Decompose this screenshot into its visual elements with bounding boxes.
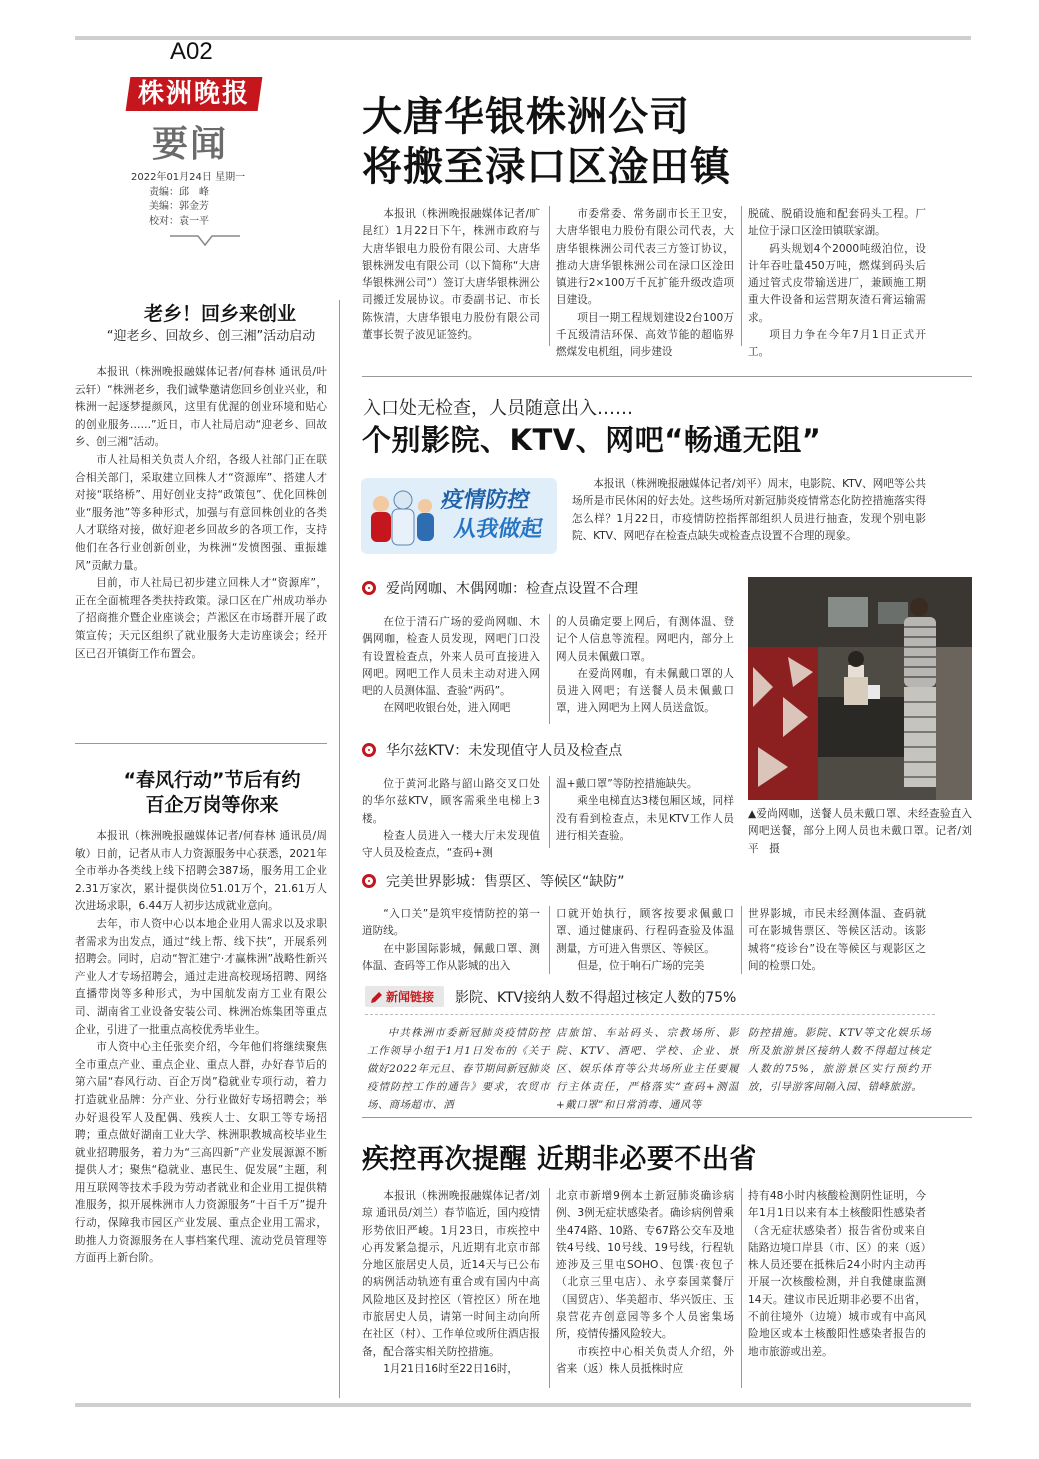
lead-col-3 <box>748 206 926 362</box>
sidebar-article-1 <box>75 301 327 663</box>
s3-para: 世界影城，市民未经测体温、查码就可在影城售票区、等候区活动。该影城将“疫诊台”设在等候区与观影区之间的检票口处。 <box>748 908 926 972</box>
s1-para: 在网吧收银台处，进入网吧 <box>383 702 511 715</box>
sidebar-para: 本报讯（株洲晚报融媒体记者/何春林 通讯员/周敏）日前，记者从市人力资源服务中心获悉，2021年全市举办各类线上线下招聘会387场，服务用工企业2.31万家次，累计提供岗位51.01万个，21.61万人次进场求职，6.44万人初步达成就业意向。 <box>75 830 327 913</box>
feature-s3-col1 <box>362 906 540 975</box>
banner-text <box>434 486 550 544</box>
sidebar-para: 目前，市人社局已初步建立回株人才“资源库”，正在全面梳理各类扶持政策。渌口区在广州成功举办了招商推介暨企业座谈会；芦淞区在市场群开展了政策宣传；天元区组织了就业服务大走访座谈会；经开区已召开镇街工作布置会。 <box>75 577 327 660</box>
section-rule <box>362 376 972 377</box>
photo-caption: ▲爱尚网咖，送餐人员未戴口罩、未经查验直入网吧送餐，部分上网人员也未戴口罩。记者/刘平 摄 <box>748 808 972 855</box>
paper-logo-text: 株洲晚报 <box>137 79 250 109</box>
sidebar-para: 市人社局相关负责人介绍，各级人社部门正在联合相关部门，采取建立回株人才“资源库”、搭建人才对接“联络桥”、用好创业支持“政策包”、优化回株创业“服务池”等多种形式，加强与有意回株创业的各类人才联络对接，做好迎老乡回故乡的各项工作，支持他们在各行业创新创业，为株洲“发愤图强、重振雄风”贡献力量。 <box>75 453 327 572</box>
sidebar-a1-body <box>75 364 327 663</box>
news-link-badge <box>365 986 444 1007</box>
sidebar-a2-title-line1: “春风行动”节后有约 <box>123 769 301 791</box>
s1-para: 在爱尚网咖，有未佩戴口罩的人员进入网吧；有送餐人员未佩戴口罩，进入网吧为上网人员送盒饭。 <box>556 667 734 715</box>
header-info <box>131 171 245 229</box>
news-link-para: 防控措施。影院、KTV等文化娱乐场所及旅游景区接纳人数不得超过核定人数的75%，旅游景区实行预约开放，引导游客间隔入园、错峰旅游。 <box>748 1027 931 1093</box>
feature-s3-col2 <box>556 906 734 975</box>
lead-para: 项目力争在今年7月1日正式开工。 <box>748 329 926 359</box>
feature-s1-col2 <box>556 614 734 718</box>
sub-2-heading: 华尔兹KTV：未发现值守人员及检查点 <box>386 743 623 759</box>
bottom-col-1 <box>362 1188 540 1378</box>
pen-icon <box>369 990 383 1004</box>
sub-3-heading: 完美世界影城：售票区、等候区“缺防” <box>386 874 625 890</box>
s2-para: 位于黄河北路与韶山路交叉口处的华尔兹KTV，顾客需乘坐电梯上3楼。 <box>362 778 540 825</box>
lead-col-2 <box>556 206 734 362</box>
feature-kicker: 入口处无检查，人员随意出入…… <box>363 398 633 419</box>
internet-cafe-photo <box>748 577 972 800</box>
s3-para: 但是，位于响石广场的完美 <box>577 959 705 972</box>
col-rule <box>741 1188 742 1388</box>
s1-para: 的人员确定要上网后，有测体温、登记个人信息等流程。网吧内，部分上网人员未佩戴口罩。 <box>556 616 734 663</box>
bullet-icon <box>362 874 376 888</box>
feature-intro <box>572 476 926 545</box>
bottom-para: 1月21日16时至22日16时， <box>383 1362 519 1375</box>
sidebar-para: 市人资中心主任张奕介绍，今年他们将继续聚焦全市重点产业、重点企业、重点人群，办好春节后的第六届“春风行动、百企万岗”稳就业专项行动，着力打造就业品牌：分产业、分行业做好专场招聘会；举办好退役军人及配偶、残疾人士、女职工等专场招聘；重点做好湖南工业大学、株洲职教城高校毕业生就业招聘服务，着力为“三高四新”产业发展源源不断提供人才；聚焦“稳就业、惠民生、促发展”主题，利用互联网等技术手段为劳动者就业和企业用工提供精准服务，拟开展株洲市人力资源服务“十百千万”提升行动，保障我市园区产业发展、重点企业用工需求，助推人力资源服务在人事档案代理、流动党员管理等方面再上新台阶。 <box>75 1041 327 1265</box>
news-link-col3 <box>748 1024 931 1096</box>
s1-para: 在位于清石广场的爱尚网咖、木偶网咖，检查人员发现，网吧门口没有设置检查点，外来人员可直接进入网吧。网吧工作人员未主动对进入网吧的人员测体温、查验“两码”。 <box>362 616 540 698</box>
s3-para: “入口关”是筑牢疫情防控的第一道防线。 <box>362 908 540 938</box>
sidebar-para: 去年，市人资中心以本地企业用人需求以及求职者需求为出发点，通过“线上帮、线下扶”，开展系列招聘会。同时，启动“智汇建宁·才赢株洲”战略性新兴产业人才专场招聘会，通过走进高校现场招聘、网络直播带岗等多种形式，为中国航发南方工业有限公司、湖南省工业设备安装公司、株洲冶炼集团等重点企业，引进了一批重点高校优秀毕业生。 <box>75 917 327 1036</box>
sidebar-a2-body <box>75 828 327 1268</box>
news-link-col1 <box>367 1024 550 1114</box>
bottom-para: 持有48小时内核酸检测阴性证明，今年1月1日以来有本土核酸阳性感染者（含无症状感染者）报告省份或来自陆路边境口岸县（市、区）的来（返）株人员还要在抵株后24小时内主动再开展一次核酸检测，并自我健康监测14天。建议市民近期非必要不出省，不前往境外（边境）城市或有中高风险地区或本土核酸阳性感染者报告的地市旅游或出差。 <box>748 1190 926 1358</box>
s3-para: 口就开始执行，顾客按要求佩戴口罩、通过健康码、行程码查验及体温测量，方可进入售票区、等候区。 <box>556 908 734 955</box>
feature-s2-col2 <box>556 776 734 845</box>
feature-sub-2 <box>362 740 622 760</box>
news-link-headline: 影院、KTV接纳人数不得超过核定人数的75% <box>455 990 737 1006</box>
news-link-badge-text: 新闻链接 <box>386 990 435 1004</box>
lead-para: 市委常委、常务副市长王卫安，大唐华银电力股份有限公司代表，大唐华银株洲公司代表三方签订协议，推动大唐华银株洲公司在渌口区淦田镇进行2×100万千瓦扩能升级改造项目建设。 <box>556 208 734 307</box>
bottom-col-3 <box>748 1188 926 1361</box>
lead-para: 脱硫、脱硝设施和配套码头工程。厂址位于渌口区淦田镇联家湖。 <box>748 208 926 238</box>
lead-title <box>362 92 731 192</box>
paper-logo <box>126 77 263 111</box>
col-rule <box>549 614 550 724</box>
people-icon <box>363 478 443 554</box>
feature-s3-col3 <box>748 906 926 975</box>
bottom-para: 市疾控中心相关负责人介绍，外省来（返）株人员抵株时应 <box>556 1345 734 1375</box>
lead-para: 码头规划4个2000吨级泊位，设计年吞吐量450万吨，燃煤到码头后通过管式皮带输送进厂，兼顾施工期重大件设备和运营期灰渣石膏运输需求。 <box>748 242 926 324</box>
sidebar-para: 本报讯（株洲晚报融媒体记者/何春林 通讯员/叶云轩）“株洲老乡，我们诚挚邀请您回乡创业兴业，和株洲一起逐梦提颜风，这里有优渥的创业环境和贴心的创业服务……”近日，市人社局启动“迎老乡、回故乡、创三湘”活动。 <box>75 366 327 449</box>
s2-para: 温+戴口罩”等防控措施缺失。 <box>556 778 698 790</box>
editor-line: 责编：邱 峰 <box>149 186 209 198</box>
feature-sub-3 <box>362 871 625 891</box>
photo-scene <box>748 577 972 800</box>
lead-title-line1: 大唐华银株洲公司 <box>362 94 690 140</box>
news-link-para: 店旅馆、车站码头、宗教场所、影院、KTV、酒吧、学校、企业、景区、娱乐体育等公共场所业主任要履行主体责任，严格落实“查码+测温+戴口罩”和日常消毒、通风等 <box>556 1027 739 1111</box>
lead-para: 本报讯（株洲晚报融媒体记者/旷昆红）1月22日下午，株洲市政府与大唐华银电力股份有限公司、大唐华银株洲发电有限公司（以下简称“大唐华银株洲公司”）签订大唐华银株洲公司搬迁发展协议。市委副书记、市长陈恢清，大唐华银电力股份有限公司董事长贺子波见证签约。 <box>362 208 540 342</box>
news-link-rule <box>365 1014 935 1015</box>
col-rule <box>549 1188 550 1388</box>
lead-para: 项目一期工程规划建设2台100万千瓦级清洁环保、高效节能的超临界燃煤发电机组，同步建设 <box>556 311 734 359</box>
sidebar-a1-subtitle: “迎老乡、回故乡、创三湘”活动启动 <box>106 329 316 344</box>
sidebar-a2-title <box>75 768 327 818</box>
feature-s1-col1 <box>362 614 540 718</box>
bottom-bar <box>75 1403 971 1407</box>
date-line: 2022年01月24日 星期一 <box>131 172 246 183</box>
sub-1-heading: 爱尚网咖、木偶网咖：检查点设置不合理 <box>386 581 638 597</box>
banner-line1: 疫情防控 <box>439 488 532 513</box>
bottom-para: 本报讯（株洲晚报融媒体记者/刘琼 通讯员/刘兰）春节临近，国内疫情形势依旧严峻。1月23日，市疾控中心再发紧急提示，凡近期有北京市部分地区旅居史人员，近14天与已公布的病例活动轨迹有重合或有国内中高风险地区及封控区（管控区）所在地市旅居史人员，请第一时间主动向所在社区（村）、工作单位或所住酒店报备，配合落实相关防控措施。 <box>362 1190 540 1358</box>
sidebar-section-rule <box>75 743 327 744</box>
feature-intro-para: 本报讯（株洲晚报融媒体记者/刘平）周末，电影院、KTV、网吧等公共场所是市民休闲的好去处。这些场所对新冠肺炎疫情常态化防控措施落实得怎么样？1月22日，市疫情防控指挥部组织人员进行抽查，发现个别电影院、KTV、网吧存在检查点缺失或检查点设置不合理的现象。 <box>572 478 926 542</box>
banner-line2: 从我做起 <box>452 517 545 542</box>
feature-sub-1 <box>362 578 638 598</box>
sidebar-a1-title: 老乡！回乡来创业 <box>143 303 296 325</box>
col-rule <box>549 906 550 974</box>
sidebar-a2-title-line2: 百企万岗等你来 <box>145 794 279 816</box>
bottom-title: 疾控再次提醒 近期非必要不出省 <box>362 1144 757 1175</box>
sidebar-rule <box>339 300 340 1398</box>
sidebar-article-2 <box>75 768 327 1268</box>
bullet-icon <box>362 581 376 595</box>
s2-para: 乘坐电梯直达3楼包厢区域，同样没有看到检查点，未见KTV工作人员进行相关查验。 <box>556 795 734 842</box>
header-divider-icon <box>170 234 240 248</box>
bottom-col-2 <box>556 1188 734 1378</box>
proofreader-line: 校对：袁一平 <box>149 215 209 227</box>
col-rule <box>741 906 742 974</box>
feature-title: 个别影院、KTV、网吧“畅通无阻” <box>362 423 822 457</box>
news-link-col2 <box>556 1024 739 1114</box>
col-rule <box>549 776 550 848</box>
feature-s2-col1 <box>362 776 540 862</box>
section-name: 要闻 <box>152 123 229 165</box>
lead-col-1 <box>362 206 540 344</box>
section-rule <box>362 1117 972 1118</box>
bullet-icon <box>362 743 376 757</box>
news-link-para: 中共株洲市委新冠肺炎疫情防控工作领导小组于1月1日发布的《关于做好2022年元旦、春节期间新冠肺炎疫情防控工作的通告》要求，农贸市场、商场超市、酒 <box>367 1027 550 1111</box>
bottom-para: 北京市新增9例本土新冠肺炎确诊病例、3例无症状感染者。确诊病例曾乘坐474路、10路、专67路公交车及地铁4号线、10号线、19号线，行程轨迹涉及三里屯SOHO、包馔·夜包子（北京三里屯店）、永亨泰国菜餐厅（国贸店）、华美超市、华兴饭庄、玉泉营花卉创意园等多个人员密集场所，疫情传播风险较大。 <box>556 1190 734 1341</box>
s2-para: 检查人员进入一楼大厅未发现值守人员及检查点，“查码+测 <box>362 829 540 860</box>
col-rule <box>741 206 742 346</box>
s3-para: 在中影国际影城，佩戴口罩、测体温、查码等工作从影城的出入 <box>362 942 540 972</box>
epidemic-banner <box>361 478 557 554</box>
page-number: A02 <box>170 38 213 65</box>
art-editor-line: 美编：郭金芳 <box>149 201 209 212</box>
col-rule <box>549 206 550 346</box>
lead-title-line2: 将搬至渌口区淦田镇 <box>362 144 731 190</box>
